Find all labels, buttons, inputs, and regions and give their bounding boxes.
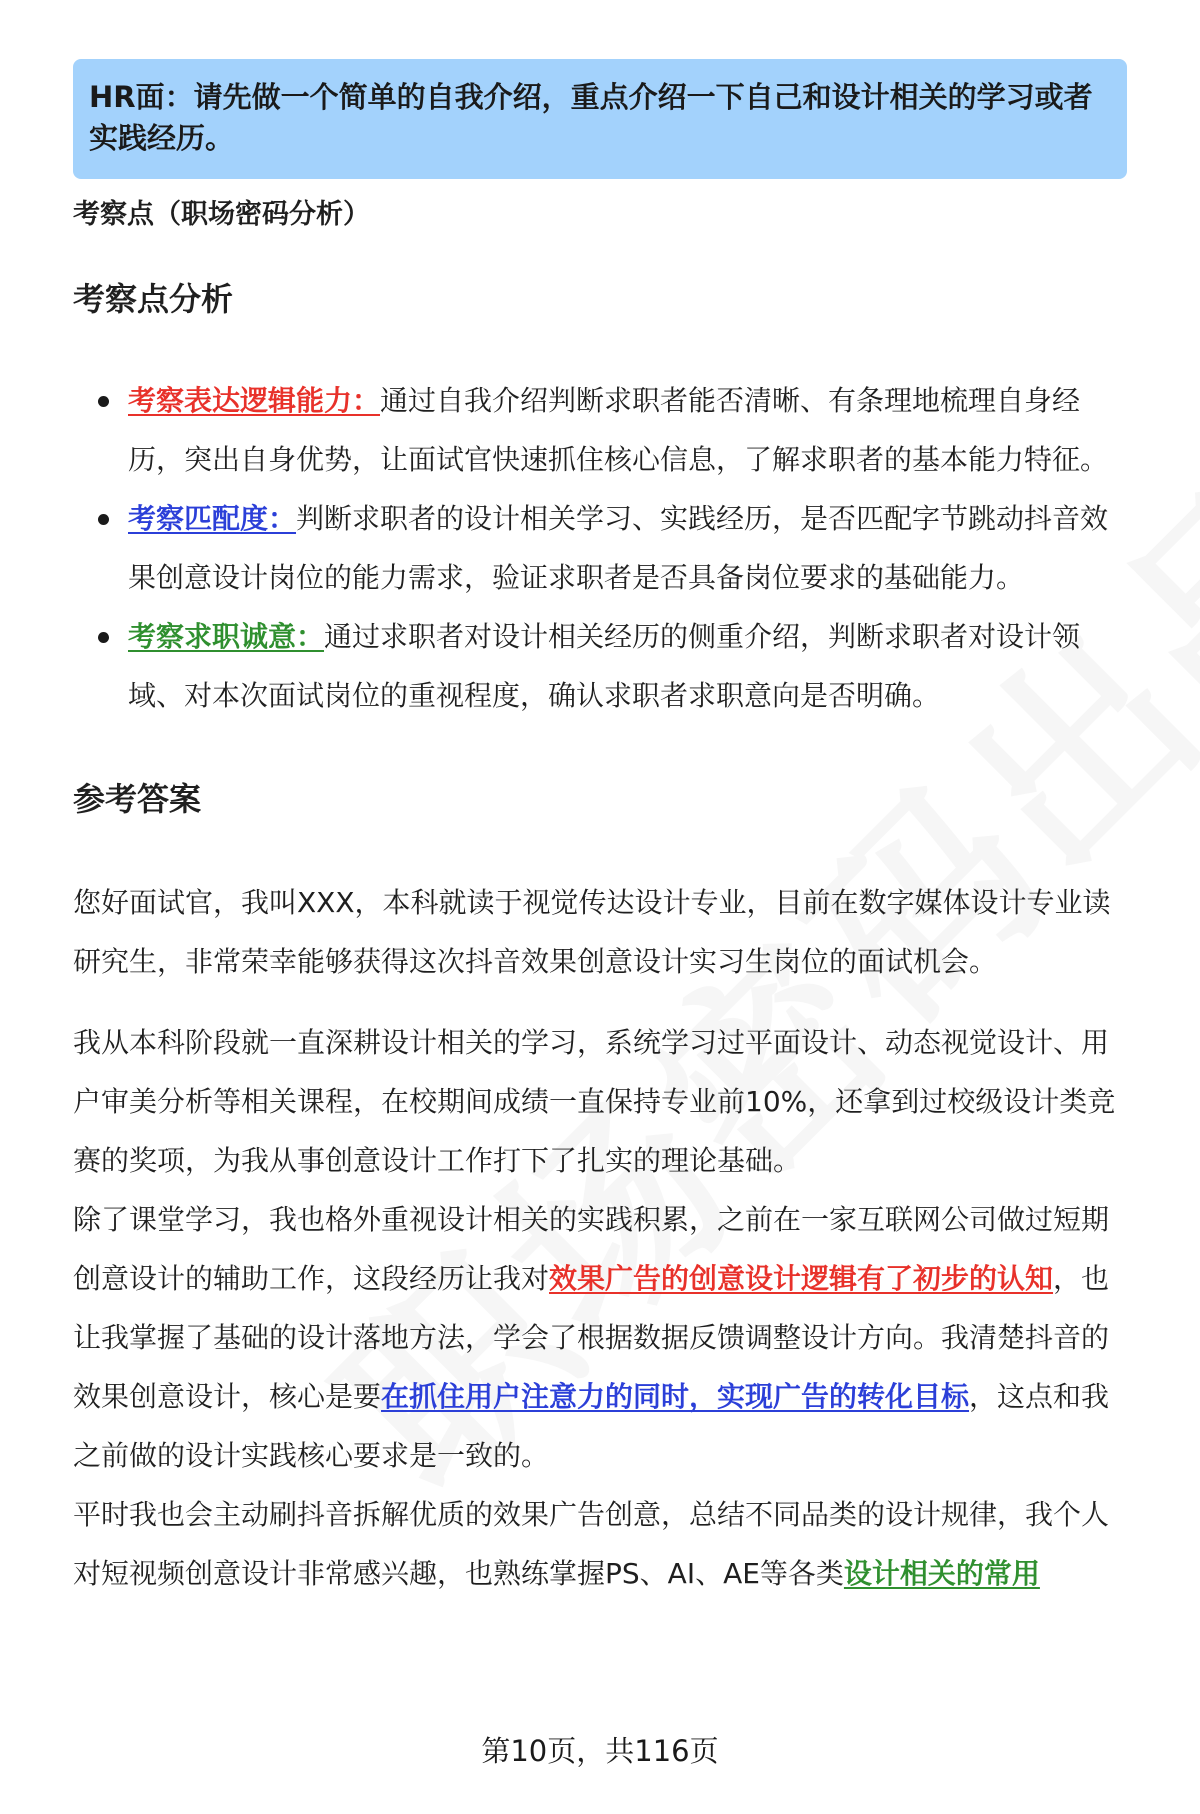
point-label: 考察求职诚意： bbox=[128, 620, 325, 653]
paragraph-text: 除了课堂学习，我也格外重视设计相关的实践积累，之前在一家互联网公司做过短期创意设计的辅助工作，这段经历让我对 bbox=[73, 1203, 1110, 1295]
paragraph-text: ，这点和我之前做的设计实践核心要求是一致的。 bbox=[73, 1380, 1110, 1472]
section-subtitle: 考察点（职场密码分析） bbox=[73, 199, 370, 230]
highlight-text: 在抓住用户注意力的同时，实现广告的转化目标 bbox=[381, 1380, 970, 1413]
point-label: 考察表达逻辑能力： bbox=[128, 384, 381, 417]
answer-heading: 参考答案 bbox=[73, 780, 202, 818]
point-text: 通过自我介绍判断求职者能否清晰、有条理地梳理自身经历，突出自身优势，让面试官快速抓住核心信息，了解求职者的基本能力特征。 bbox=[128, 384, 1109, 476]
question-box bbox=[73, 59, 1127, 179]
document-page bbox=[0, 59, 1200, 1603]
highlight-text: 设计相关的常用 bbox=[843, 1557, 1040, 1590]
page-number: 第10页，共116页 bbox=[481, 1734, 719, 1768]
answer-paragraph bbox=[73, 1190, 1127, 1485]
analysis-point bbox=[73, 607, 1127, 725]
answer-paragraph bbox=[73, 1485, 1127, 1603]
highlight-text: 效果广告的创意设计逻辑有了初步的认知 bbox=[549, 1262, 1054, 1295]
answer-paragraph: 我从本科阶段就一直深耕设计相关的学习，系统学习过平面设计、动态视觉设计、用户审美分析等相关课程，在校期间成绩一直保持专业前10%，还拿到过校级设计类竞赛的奖项，为我从事创意设计工作打下了扎实的理论基础。 bbox=[73, 1026, 1116, 1177]
analysis-point bbox=[73, 489, 1127, 607]
analysis-list bbox=[73, 371, 1127, 725]
question-text: HR面：请先做一个简单的自我介绍，重点介绍一下自己和设计相关的学习或者实践经历。 bbox=[89, 80, 1093, 155]
paragraph-text: 平时我也会主动刷抖音拆解优质的效果广告创意，总结不同品类的设计规律，我个人对短视频创意设计非常感兴趣，也熟练掌握PS、AI、AE等各类 bbox=[73, 1498, 1110, 1590]
analysis-heading: 考察点分析 bbox=[73, 280, 234, 318]
point-text: 判断求职者的设计相关学习、实践经历，是否匹配字节跳动抖音效果创意设计岗位的能力需求，验证求职者是否具备岗位要求的基础能力。 bbox=[128, 502, 1109, 594]
analysis-point bbox=[73, 371, 1127, 489]
point-label: 考察匹配度： bbox=[128, 502, 297, 535]
answer-paragraph: 您好面试官，我叫XXX，本科就读于视觉传达设计专业，目前在数字媒体设计专业读研究生，非常荣幸能够获得这次抖音效果创意设计实习生岗位的面试机会。 bbox=[73, 886, 1111, 978]
paragraph-text: ，也让我掌握了基础的设计落地方法，学会了根据数据反馈调整设计方向。我清楚抖音的效果创意设计，核心是要 bbox=[73, 1262, 1110, 1413]
point-text: 通过求职者对设计相关经历的侧重介绍，判断求职者对设计领域、对本次面试岗位的重视程度，确认求职者求职意向是否明确。 bbox=[128, 620, 1081, 712]
